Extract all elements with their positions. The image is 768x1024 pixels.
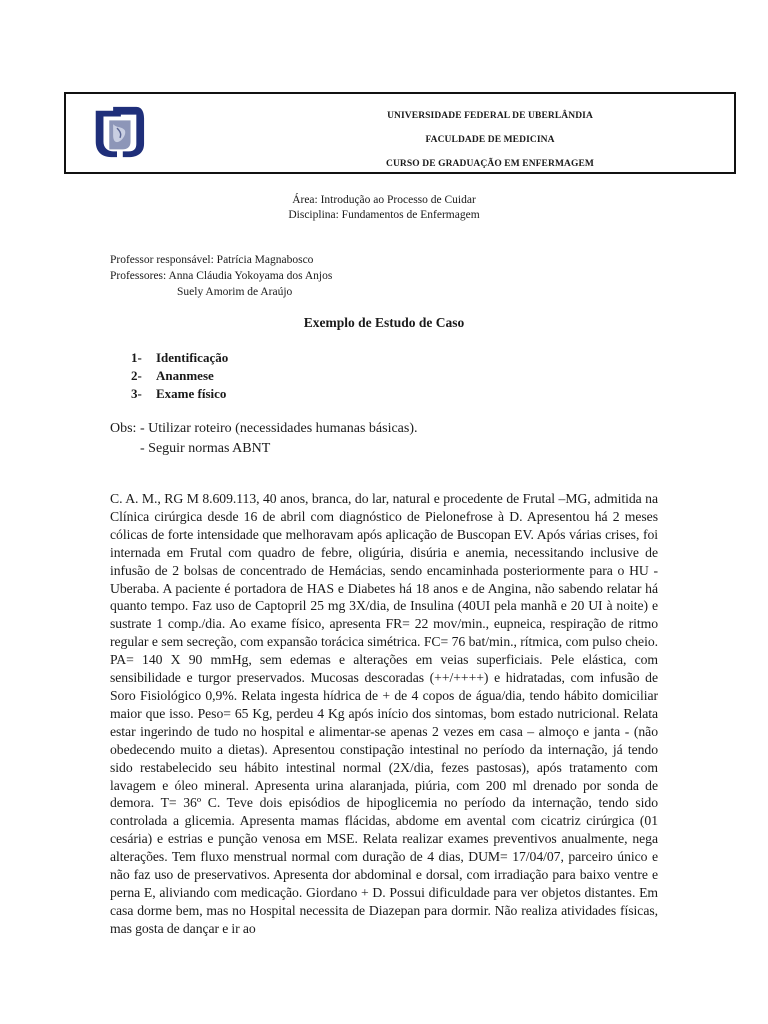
ufu-logo-icon [88, 104, 146, 160]
section-number: 3- [131, 386, 142, 401]
obs-line-1: Obs: - Utilizar roteiro (necessidades humanas básicas). [110, 421, 418, 436]
section-list [131, 349, 228, 403]
section-number: 1- [131, 350, 142, 365]
section-label: Ananmese [156, 368, 214, 383]
case-study-paragraph: C. A. M., RG M 8.609.113, 40 anos, branca, do lar, natural e procedente de Frutal –MG, admitida na Clínica cirúrgica desde 16 de abril com diagnóstico de Pielonefrose à D. Apresentou há 2 meses cólicas de forte intensidade que melhoravam após aplicação de Buscopan EV. Após várias crises, foi internada em Frutal com quadro de febre, oligúria, disúria e anemia, necessitando inclusive de infusão de 2 bolsas de concentrado de Hemácias, sendo encaminhada posteriormente para o HU - Uberaba. A paciente é portadora de HAS e Diabetes há 18 anos e de Angina, não sabendo relatar há quanto tempo. Faz uso de Captopril 25 mg 3X/dia, de Insulina (40UI pela manhã e 20 UI à noite) e sustrate 1 comp./dia. Ao exame físico, apresenta FR= 22 mov/min., eupneica, respiração de ritmo regular e sem secreção, com expansão torácica simétrica. FC= 76 bat/min., rítmica, com pulso cheio. PA= 140 X 90 mmHg, sem edemas e alterações em veias superficiais. Pele elástica, com sensibilidade e turgor preservados. Mucosas descoradas (++/++++) e hidratadas, com infusão de Soro Fisiológico 0,9%. Relata ingesta hídrica de + de 4 copos de água/dia, tendo hábito domiciliar maior que isso. Peso= 65 Kg, perdeu 4 Kg após início dos sintomas, bom estado nutricional. Relata estar ingerindo de tudo no hospital e alimentar-se apenas 2 vezes em casa – almoço e janta - (não obedecendo muito a dietas). Apresentou constipação intestinal no período da internação, já tendo sido restabelecido seu hábito intestinal normal (2X/dia, fezes pastosas), após tratamento com lavagem e óleo mineral. Apresenta urina alaranjada, piúria, com 200 ml drenado por sonda de demora. T= 36º C. Teve dois episódios de hipoglicemia no período da internação, tendo sido controlada a glicemia. Apresenta mamas flácidas, abdome em avental com cicatriz cirúrgica (01 cesária) e estrias e punção venosa em MSE. Relata realizar exames preventivos anualmente, nega alterações. Tem fluxo menstrual normal com duração de 4 dias, DUM= 17/04/07, parceiro único e não faz uso de preservativos. Apresenta dor abdominal e dorsal, com irradiação para baixo ventre e perna E, aliviando com medicação. Giordano + D. Possui dificuldade para ver objetos distantes. Em casa dorme bem, mas no Hospital necessita de Diazepan para dormir. Não realiza atividades físicas, mas gosta de dançar e ir ao [110, 491, 658, 936]
observations [110, 419, 418, 459]
obs-line-2: - Seguir normas ABNT [140, 441, 271, 456]
list-item [131, 349, 228, 367]
header-titles [366, 104, 614, 176]
faculty-name: FACULDADE DE MEDICINA [425, 135, 555, 145]
professors-line: Professores: Anna Cláudia Yokoyama dos Anjos [110, 270, 333, 282]
document-header [64, 92, 736, 174]
responsible-professor: Professor responsável: Patrícia Magnabosco [110, 254, 314, 266]
section-label: Identificação [156, 350, 229, 365]
area-line: Área: Introdução ao Processo de Cuidar [292, 194, 476, 206]
area-discipline [0, 193, 768, 223]
list-item [131, 367, 228, 385]
section-number: 2- [131, 368, 142, 383]
university-name: UNIVERSIDADE FEDERAL DE UBERLÂNDIA [387, 111, 593, 121]
professors-block [110, 252, 332, 300]
list-item [131, 385, 228, 403]
document-title: Exemplo de Estudo de Caso [303, 315, 465, 330]
section-label: Exame físico [156, 386, 227, 401]
professor-second: Suely Amorim de Araújo [177, 286, 293, 298]
course-name: CURSO DE GRADUAÇÃO EM ENFERMAGEM [386, 159, 594, 169]
discipline-line: Disciplina: Fundamentos de Enfermagem [288, 209, 480, 221]
